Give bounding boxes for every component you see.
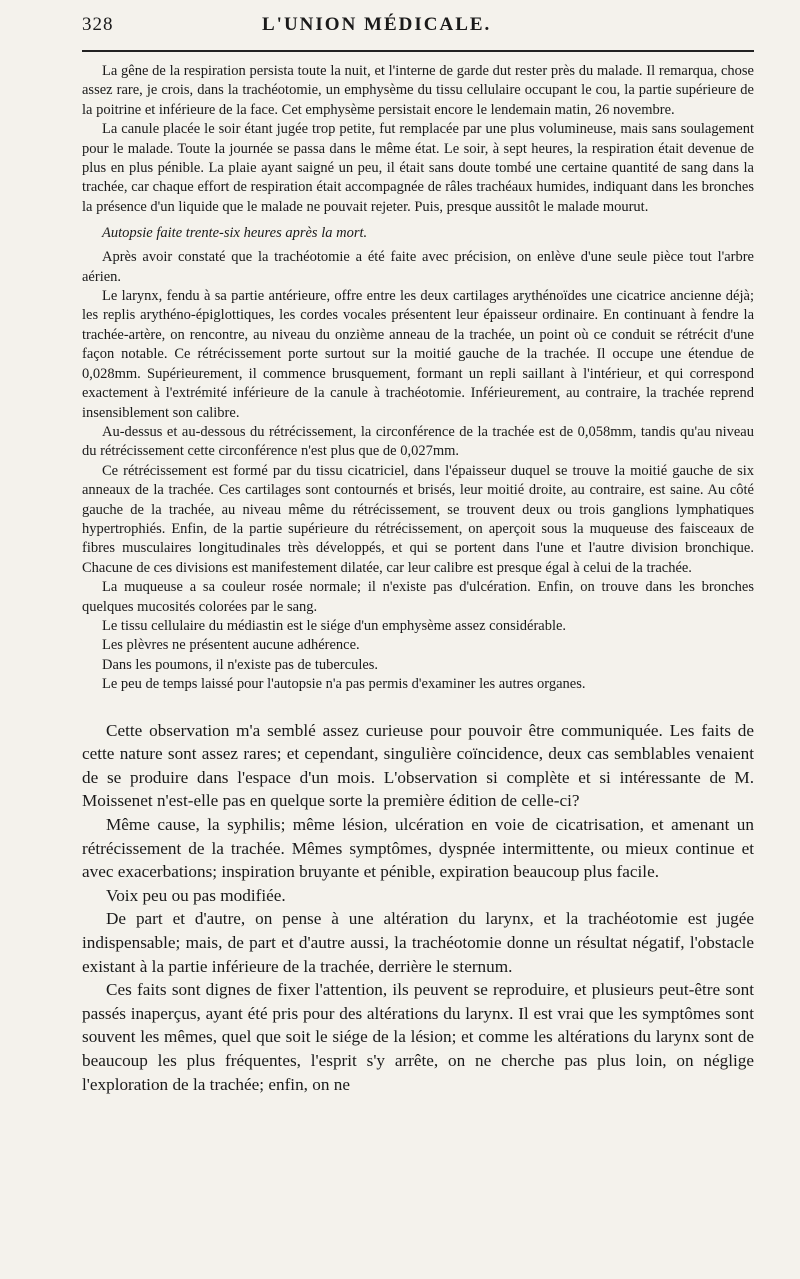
journal-title: L'UNION MÉDICALE. — [262, 14, 492, 35]
page-number: 328 — [82, 14, 114, 35]
paragraph: La gêne de la respiration persista toute la nuit, et l'interne de garde dut rester près du malade. Il remarqua, chose assez rare, je crois, dans la trachéotomie, un emphysème du tissu cellulaire occupant le cou, la partie supérieure de la poitrine et inférieure de la face. Cet emphysème persistait encore le lendemain matin, 26 novembre. — [82, 63, 754, 118]
commentary-text — [82, 719, 754, 1097]
paragraph: Le peu de temps laissé pour l'autopsie n'a pas permis d'examiner les autres organes. — [102, 676, 586, 693]
paragraph: Ce rétrécissement est formé par du tissu cicatriciel, dans l'épaisseur duquel se trouve la moitié gauche de six anneaux de la trachée. Ces cartilages sont contournés et brisés, leur moitié droite, au contraire, est saine. Au côté gauche de la trachée, au niveau même du rétrécissement, se trouvent deux ou trois ganglions lymphatiques hypertrophiés. Enfin, de la partie supérieure du rétrécissement, on aperçoit sous la muqueuse des faisceaux de fibres musculaires longitudinales très développés, et qui se portent dans l'une et l'autre division bronchique. Chacune de ces divisions est manifestement dilatée, car leur calibre est presque égal à celui de la trachée. — [82, 462, 754, 576]
paragraph: Dans les poumons, il n'existe pas de tubercules. — [102, 656, 379, 673]
paragraph: De part et d'autre, on pense à une altération du larynx, et la trachéotomie est jugée indispensable; mais, de part et d'autre aussi, la trachéotomie donne un résultat négatif, l'obstacle existant à la partie inférieure de la trachée, derrière le sternum. — [82, 909, 754, 976]
paragraph: Le larynx, fendu à sa partie antérieure, offre entre les deux cartilages arythénoïdes une cicatrice ancienne déjà; les replis arythéno-épiglottiques, les cordes vocales présentent leur épaisseur ordinaire. En continuant à fendre la trachée-artère, on rencontre, au niveau du onzième anneau de la trachée, un point où ce conduit se rétrécit d'une façon notable. Ce rétrécissement porte surtout sur la moitié gauche de la trachée. Il occupe une étendue de 0,028mm. Supérieurement, il commence brusquement, formant un repli saillant à l'intérieur, et qui correspond exactement à l'extrémité inférieure de la canule à trachéotomie. Inférieurement, au contraire, la trachée reprend insensiblement son calibre. — [82, 288, 754, 421]
paragraph: Après avoir constaté que la trachéotomie a été faite avec précision, on enlève d'une seule pièce tout l'arbre aérien. — [82, 249, 754, 285]
paragraph: La canule placée le soir étant jugée trop petite, fut remplacée par une plus volumineuse, mais sans soulagement pour le malade. Toute la journée se passa dans le même état. Le soir, à sept heures, la respiration était devenue de plus en plus pénible. La plaie ayant saigné un peu, il était sans doute tombé une certaine quantité de sang dans la trachée, car chaque effort de respiration était accompagnée de râles trachéaux humides, indiquant dans les bronches la présence d'un liquide que le malade ne pouvait rejeter. Puis, presque aussitôt le malade mourut. — [82, 121, 754, 215]
paragraph: La muqueuse a sa couleur rosée normale; il n'existe pas d'ulcération. Enfin, on trouve dans les bronches quelques mucosités colorées par le sang. — [82, 579, 754, 615]
paragraph: Les plèvres ne présentent aucune adhérence. — [102, 637, 360, 654]
paragraph: Cette observation m'a semblé assez curieuse pour pouvoir être communiquée. Les faits de cette nature sont assez rares; et cependant, singulière coïncidence, deux cas semblables venaient de se produire dans l'espace d'un mois. L'observation si complète et si intéressante de M. Moissenet n'est-elle pas en quelque sorte la première édition de celle-ci? — [82, 720, 754, 811]
paragraph: Au-dessus et au-dessous du rétrécissement, la circonférence de la trachée est de 0,058mm, tandis qu'au niveau du rétrécissement cette circonférence n'est plus que de 0,027mm. — [82, 423, 754, 460]
page-header — [82, 14, 754, 48]
paragraph: Le tissu cellulaire du médiastin est le siége d'un emphysème assez considérable. — [102, 617, 567, 634]
paragraph: Voix peu ou pas modifiée. — [106, 885, 286, 905]
autopsy-heading: Autopsie faite trente-six heures après la mort. — [102, 225, 368, 242]
paragraph: Même cause, la syphilis; même lésion, ulcération en voie de cicatrisation, et amenant un rétrécissement de la trachée. Mêmes symptômes, dyspnée intermittente, ou mieux continue et avec exacerbations; inspiration bruyante et pénible, expiration beaucoup plus facile. — [82, 814, 754, 882]
paragraph: Ces faits sont dignes de fixer l'attention, ils peuvent se reproduire, et plusieurs peut-être sont passés inaperçus, ayant été pris pour des altérations du larynx. Il est vrai que les symptômes sont souvent les mêmes, quel que soit le siége de la lésion; et comme les altérations du larynx sont de beaucoup les plus fréquentes, l'esprit s'y arrête, on ne cherche pas plus loin, on néglige l'exploration de la trachée; enfin, on ne — [82, 980, 754, 1094]
header-rule — [82, 50, 754, 52]
case-report-text — [82, 62, 754, 695]
